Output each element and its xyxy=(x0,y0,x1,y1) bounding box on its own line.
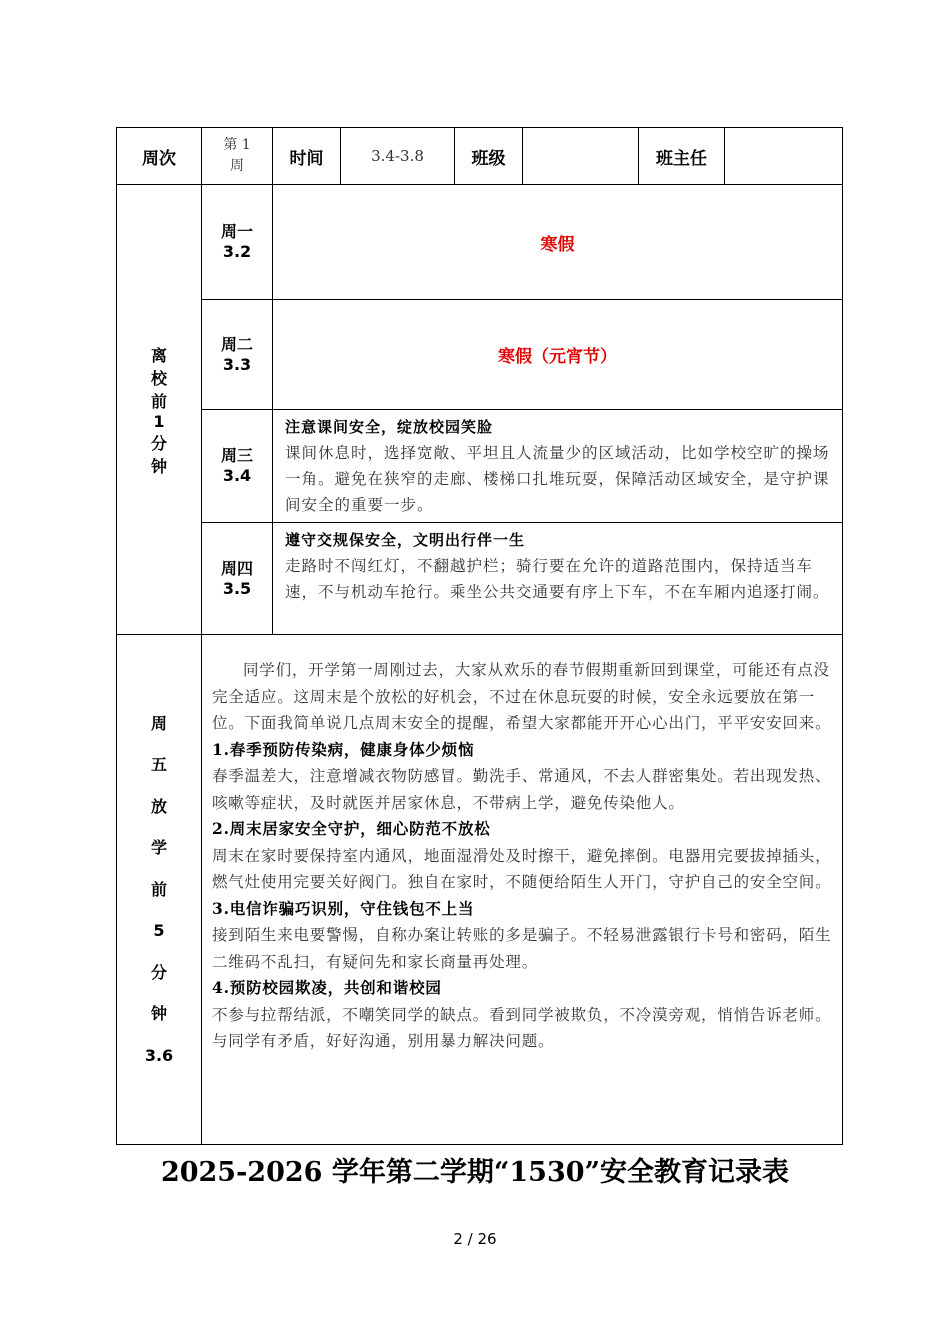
class-value xyxy=(523,128,639,185)
safety-record-table xyxy=(116,127,843,1145)
topic-body: 走路时不闯红灯，不翻越护栏；骑行要在允许的道路范围内，保持适当车速，不与机动车抢行。乘坐公共交通要有序上下车，不在车厢内追逐打闹。 xyxy=(285,557,830,601)
day-row-tuesday xyxy=(117,300,843,410)
day-row-thursday xyxy=(117,523,843,635)
friday-label: 周 五 放 学 前 5 分 钟 3.6 xyxy=(117,635,202,1145)
section-title: 2.周末居家安全守护，细心防范不放松 xyxy=(212,819,491,838)
day-cell: 周四 3.5 xyxy=(202,523,273,635)
teacher-value xyxy=(725,128,843,185)
friday-intro: 同学们，开学第一周刚过去，大家从欢乐的春节假期重新回到课堂，可能还有点没完全适应。这周末是个放松的好机会，不过在休息玩耍的时候，安全永远要放在第一位。下面我简单说几点周末安全的提醒，希望大家都能开开心心出门，平平安安回来。 xyxy=(212,661,832,732)
topic-cell xyxy=(273,523,843,635)
page-number: 2 / 26 xyxy=(453,1230,497,1248)
section-body: 接到陌生来电要警惕，自称办案让转账的多是骗子。不轻易泄露银行卡号和密码，陌生二维码不乱扫，有疑问先和家长商量再处理。 xyxy=(212,926,832,971)
day-cell: 周三 3.4 xyxy=(202,410,273,523)
class-label: 班级 xyxy=(455,128,523,185)
topic-title: 遵守交规保安全，文明出行伴一生 xyxy=(285,531,526,549)
day-cell: 周二 3.3 xyxy=(202,300,273,410)
header-row xyxy=(117,128,843,185)
section-body: 春季温差大，注意增减衣物防感冒。勤洗手、常通风，不去人群密集处。若出现发热、咳嗽等症状，及时就医并居家休息，不带病上学，避免传染他人。 xyxy=(212,767,832,812)
holiday-note: 寒假 xyxy=(273,185,843,300)
topic-cell xyxy=(273,410,843,523)
section-body: 不参与拉帮结派，不嘲笑同学的缺点。看到同学被欺负，不冷漠旁观，悄悄告诉老师。与同学有矛盾，好好沟通，别用暴力解决问题。 xyxy=(212,1005,832,1050)
topic-body: 课间休息时，选择宽敞、平坦且人流量少的区域活动，比如学校空旷的操场一角。避免在狭窄的走廊、楼梯口扎堆玩耍，保障活动区域安全，是守护课间安全的重要一步。 xyxy=(285,444,830,514)
friday-row xyxy=(117,635,843,1145)
holiday-note: 寒假（元宵节） xyxy=(273,300,843,410)
section-body: 周末在家时要保持室内通风，地面湿滑处及时擦干，避免摔倒。电器用完要拔掉插头，燃气灶使用完要关好阀门。独自在家时，不随便给陌生人开门，守护自己的安全空间。 xyxy=(212,846,832,891)
day-row-wednesday xyxy=(117,410,843,523)
time-label: 时间 xyxy=(273,128,341,185)
section-title: 3.电信诈骗巧识别，守住钱包不上当 xyxy=(212,898,475,918)
document-title: 2025-2026 学年第二学期“1530”安全教育记录表 xyxy=(160,1157,790,1188)
friday-content xyxy=(202,635,843,1145)
section-title: 1.春季预防传染病，健康身体少烦恼 xyxy=(212,739,475,759)
topic-title: 注意课间安全，绽放校园笑脸 xyxy=(285,418,494,436)
time-value: 3.4-3.8 xyxy=(341,128,455,185)
day-cell: 周一 3.2 xyxy=(202,185,273,300)
week-value: 第 1 周 xyxy=(202,128,273,185)
week-label: 周次 xyxy=(117,128,202,185)
day-row-monday xyxy=(117,185,843,300)
before-leave-label: 离 校 前 1 分 钟 xyxy=(117,185,202,635)
section-title: 4.预防校园欺凌，共创和谐校园 xyxy=(212,978,442,997)
teacher-label: 班主任 xyxy=(639,128,725,185)
